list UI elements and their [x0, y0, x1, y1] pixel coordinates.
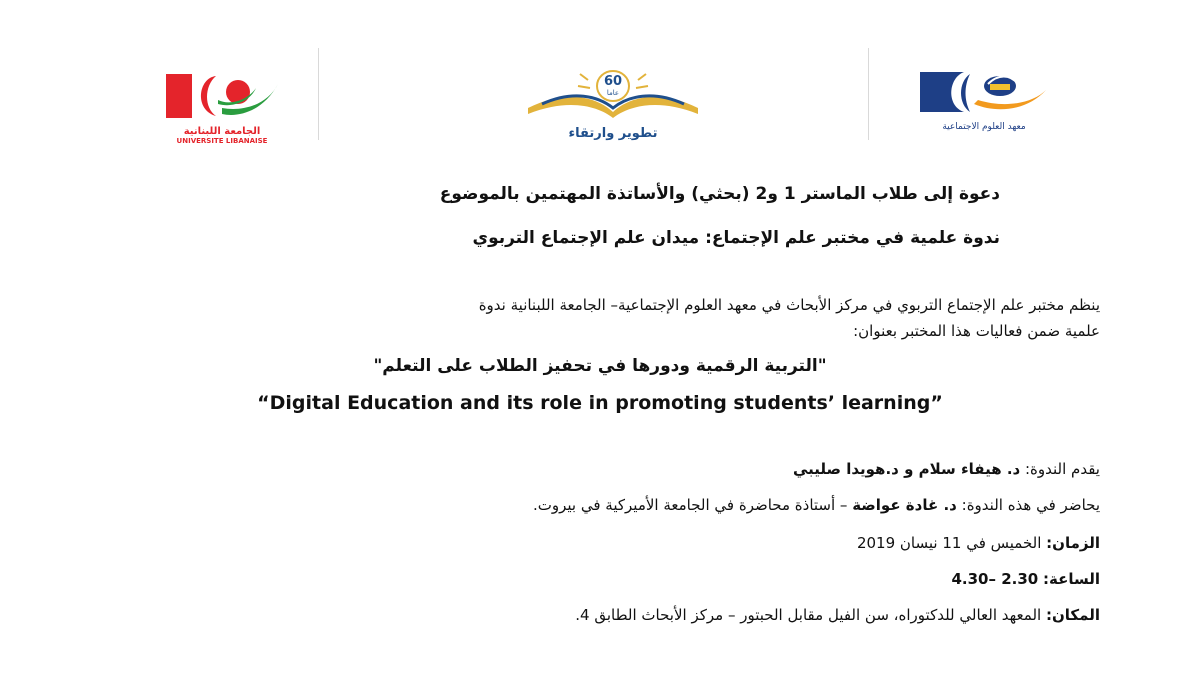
- anniversary-slogan: تطوير وارتقاء: [568, 126, 658, 141]
- lu-name-fr: UNIVERSITE LIBANAISE: [176, 137, 268, 145]
- lecturer-label: يحاضر في هذه الندوة:: [961, 496, 1100, 514]
- presenters-names: د. هيفاء سلام و د.هويدا صليبي: [792, 460, 1021, 478]
- anniversary-logo: [518, 68, 708, 144]
- intro-line-2: علمية ضمن فعاليات هذا المختبر بعنوان:: [853, 322, 1100, 340]
- date-value: الخميس في 11 نيسان 2019: [856, 534, 1042, 552]
- lecturer-role: – أستاذة محاضرة في الجامعة الأميركية في بيروت.: [532, 496, 848, 514]
- lu-name-ar: الجامعة اللبنانية: [183, 126, 261, 137]
- social-sciences-emblem-icon: [918, 70, 1050, 116]
- anniversary-subtitle: عاما: [606, 89, 620, 97]
- logo-divider-right: [868, 48, 869, 140]
- anniversary-number: 60: [603, 74, 623, 89]
- place-value: المعهد العالي للدكتوراه، سن الفيل مقابل الحبتور – مركز الأبحاث الطابق 4.: [575, 606, 1042, 624]
- place-line: [575, 606, 1100, 624]
- lecturer-name: د. غادة عواضة: [852, 496, 957, 514]
- lecturer-line: [533, 496, 1100, 514]
- place-label: المكان:: [1046, 606, 1100, 624]
- iss-name-ar: معهد العلوم الاجتماعية: [942, 122, 1026, 132]
- hour-value: 2.30 –4.30: [951, 570, 1039, 588]
- seminar-heading: ندوة علمية في مختبر علم الإجتماع: ميدان علم الإجتماع التربوي: [472, 228, 1000, 248]
- social-sciences-institute-logo: [918, 70, 1050, 142]
- date-line: [857, 534, 1100, 552]
- hour-line: [951, 570, 1100, 588]
- hour-label: الساعة:: [1042, 570, 1100, 588]
- presenters-line: [793, 460, 1100, 478]
- presenters-label: يقدم الندوة:: [1025, 460, 1100, 478]
- logo-divider-left: [318, 48, 319, 140]
- date-label: الزمان:: [1046, 534, 1100, 552]
- lebanese-university-emblem-icon: [160, 70, 284, 122]
- invitation-heading: دعوة إلى طلاب الماستر 1 و2 (بحثي) والأساتذة المهتمين بالموضوع: [439, 184, 1000, 204]
- lebanese-university-logo: [160, 70, 284, 145]
- seminar-title-english: “Digital Education and its role in promoting students’ learning”: [257, 392, 943, 414]
- intro-line-1: ينظم مختبر علم الإجتماع التربوي في مركز الأبحاث في معهد العلوم الإجتماعية– الجامعة اللبنانية ندوة: [478, 296, 1100, 314]
- seminar-title-arabic: "التربية الرقمية ودورها في تحفيز الطلاب على التعلم": [373, 356, 827, 376]
